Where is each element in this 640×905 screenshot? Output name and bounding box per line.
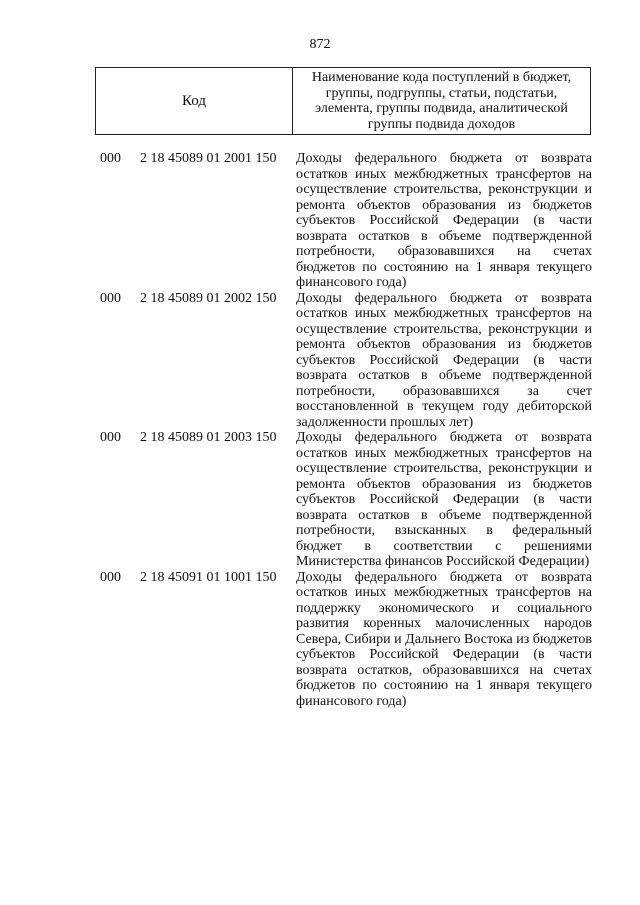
header-code-cell: Код [96, 68, 293, 134]
admin-code: 000 [100, 151, 121, 166]
table-header [95, 67, 591, 135]
header-name-cell: Наименование кода поступлений в бюджет, группы, подгруппы, статьи, подстатьи, элемента, группы подвида, аналитической группы подвида доходов [311, 70, 572, 132]
budget-code: 2 18 45089 01 2003 150 [140, 430, 277, 445]
table-row [100, 291, 592, 431]
code-description: Доходы федерального бюджета от возврата остатков иных межбюджетных трансфертов на осуществление строительства, реконструкции и ремонта объектов образования из бюджетов субъектов Российской Федерации (в части возврата остатков в объеме подтвержденной потребности, образовавшихся за счет восстановленной в текущем году дебиторской задолженности прошлых лет) [296, 290, 592, 430]
table-row [100, 151, 592, 291]
code-description: Доходы федерального бюджета от возврата остатков иных межбюджетных трансфертов на осуществление строительства, реконструкции и ремонта объектов образования из бюджетов субъектов Российской Федерации (в части возврата остатков в объеме подтвержденной потребности, взысканных в федеральный бюджет в соответствии с решениями Министерства финансов Российской Федерации) [296, 430, 592, 569]
admin-code: 000 [100, 430, 121, 445]
budget-code: 2 18 45091 01 1001 150 [140, 569, 277, 585]
admin-code: 000 [100, 290, 121, 306]
budget-code: 2 18 45089 01 2002 150 [140, 290, 277, 306]
table-row [100, 570, 592, 710]
table-body [100, 151, 592, 709]
budget-code: 2 18 45089 01 2001 150 [140, 151, 277, 166]
code-description: Доходы федерального бюджета от возврата остатков иных межбюджетных трансфертов на осуществление строительства, реконструкции и ремонта объектов образования из бюджетов субъектов Российской Федерации (в части возврата остатков в объеме подтвержденной потребности, образовавшихся на счетах бюджетов по состоянию на 1 января текущего финансового года) [296, 151, 592, 290]
table-row [100, 430, 592, 570]
admin-code: 000 [100, 569, 121, 585]
code-description: Доходы федерального бюджета от возврата остатков иных межбюджетных трансфертов на поддержку экономического и социального развития коренных малочисленных народов Севера, Сибири и Дальнего Востока из бюджетов субъектов Российской Федерации (в части возврата остатков, образовавшихся на счетах бюджетов по состоянию на 1 января текущего финансового года) [296, 569, 592, 709]
page-number: 872 [309, 37, 331, 52]
